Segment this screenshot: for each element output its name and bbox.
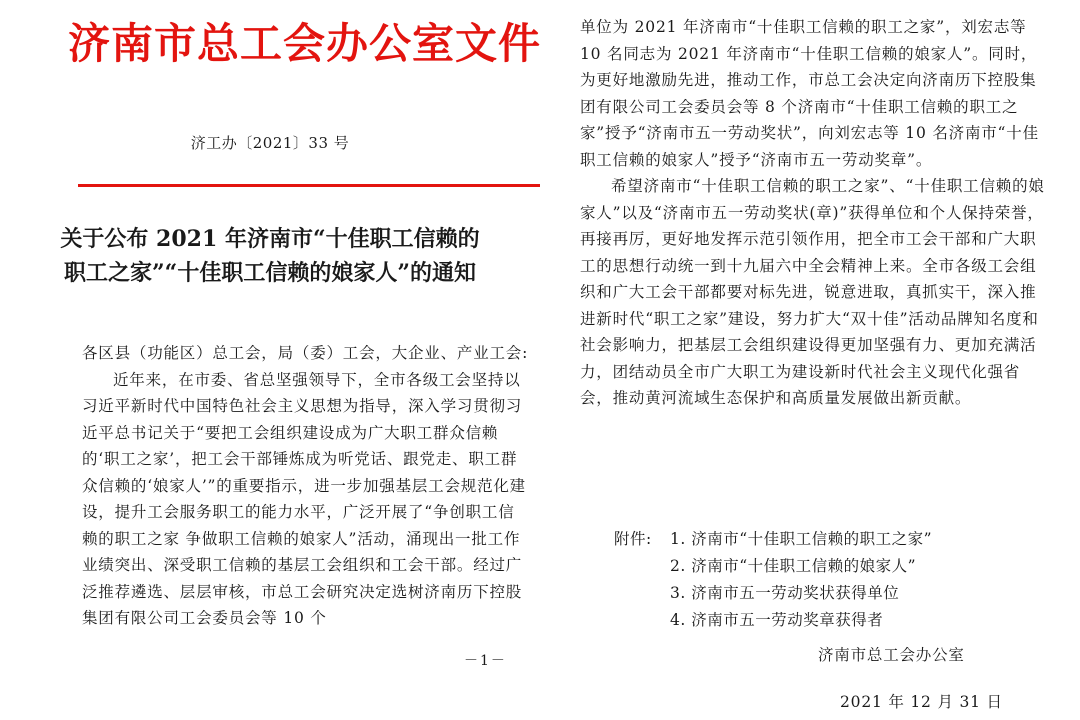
- attachment-row: [614, 553, 1054, 580]
- signature-date: 2021 年 12 月 31 日: [840, 693, 1003, 711]
- body-text-page-1: [82, 340, 530, 632]
- attachments-list: [614, 526, 1054, 634]
- attachment-item: 3. 济南市五一劳动奖状获得单位: [670, 584, 900, 602]
- signature-organization: 济南市总工会办公室: [818, 646, 965, 664]
- attachment-row: [614, 526, 1054, 553]
- paragraph-1-continued: 单位为 2021 年济南市“十佳职工信赖的职工之家”，刘宏志等 10 名同志为 2021 年济南市“十佳职工信赖的娘家人”。同时，为更好地激励先进，推动工作，市总工会决定向济南历下控股集团有限公司工会委员会等 8 个济南市“十佳职工信赖的职工之家”授予“济南市五一劳动奖状”，向刘宏志等 10 名济南市“十佳职工信赖的娘家人”授予“济南市五一劳动奖章”。: [580, 18, 1039, 169]
- attachment-row: [614, 607, 1054, 634]
- title-line-1: 关于公布 2021 年济南市“十佳职工信赖的: [60, 226, 480, 252]
- attachment-item: 1. 济南市“十佳职工信赖的职工之家”: [670, 530, 933, 548]
- paragraph-1: 近年来，在市委、省总坚强领导下，全市各级工会坚持以习近平新时代中国特色社会主义思想为指导，深入学习贯彻习近平总书记关于“要把工会组织建设成为广大职工群众信赖的‘职工之家’，把工会干部锤炼成为听党话、跟党走、职工群众信赖的‘娘家人’”的重要指示，进一步加强基层工会规范化建设，提升工会服务职工的能力水平，广泛开展了“争创职工信赖的职工之家 争做职工信赖的娘家人”活动，涌现出一批工作业绩突出、深受职工信赖的基层工会组织和工会干部。经过广泛推荐遴选、层层审核，市总工会研究决定选树济南历下控股集团有限公司工会委员会等 10 个: [82, 370, 526, 627]
- page-number: －1－: [464, 653, 507, 669]
- title-line-2: 职工之家”“十佳职工信赖的娘家人”的通知: [64, 260, 476, 286]
- attachment-item: 2. 济南市“十佳职工信赖的娘家人”: [670, 557, 917, 575]
- red-masthead: 济南市总工会办公室文件: [68, 19, 542, 68]
- body-text-page-2: [580, 14, 1050, 412]
- paragraph-2: 希望济南市“十佳职工信赖的职工之家”、“十佳职工信赖的娘家人”以及“济南市五一劳动奖状(章)”获得单位和个人保持荣誉，再接再厉，更好地发挥示范引领作用，把全市工会干部和广大职工的思想行动统一到十九届六中全会精神上来。全市各级工会组织和广大工会干部都要对标先进，锐意进取，真抓实干，深入推进新时代“职工之家”建设，努力扩大“双十佳”活动品牌知名度和社会影响力，把基层工会组织建设得更加坚强有力、更加充满活力，团结动员全市广大职工为建设新时代社会主义现代化强省会，推动黄河流域生态保护和高质量发展做出新贡献。: [580, 177, 1045, 407]
- document-number: 济工办〔2021〕33 号: [190, 134, 350, 152]
- document-page-2: [540, 0, 1080, 720]
- attachment-item: 4. 济南市五一劳动奖章获得者: [670, 611, 884, 629]
- salutation: 各区县（功能区）总工会，局（委）工会，大企业、产业工会:: [82, 344, 529, 362]
- red-divider-line: [78, 184, 540, 187]
- attachments-label: 附件:: [614, 530, 652, 548]
- attachment-row: [614, 580, 1054, 607]
- document-title: [0, 222, 540, 290]
